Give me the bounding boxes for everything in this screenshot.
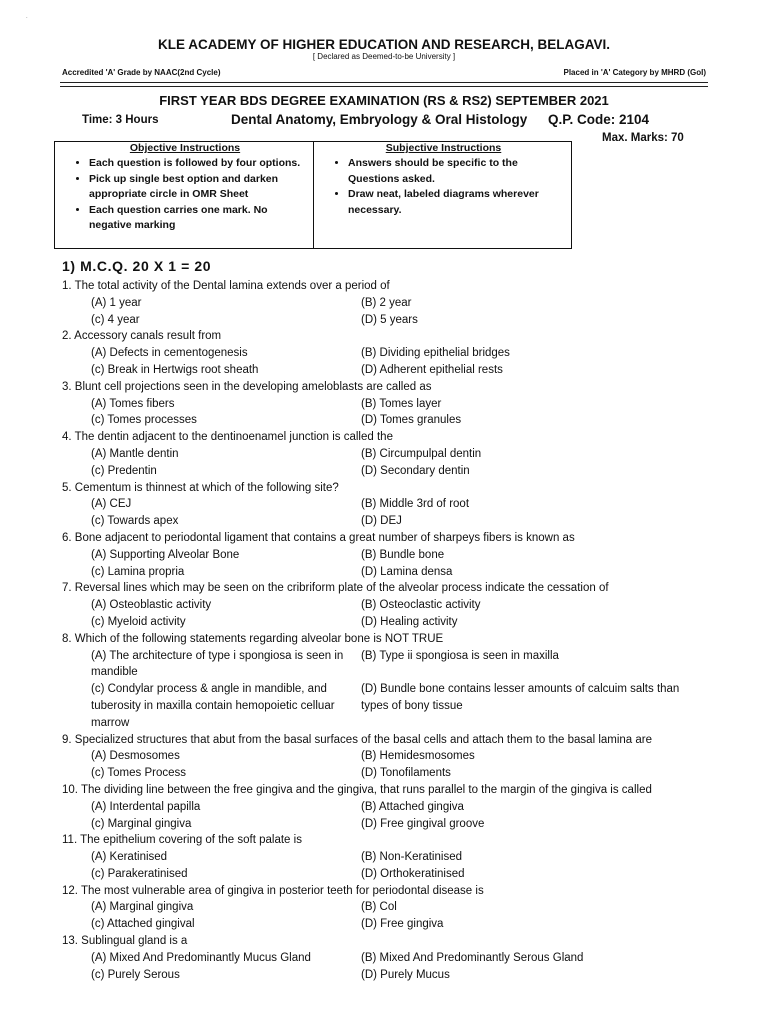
subject-title: Dental Anatomy, Embryology & Oral Histology [231,112,528,127]
question-text: 2. Accessory canals result from [62,330,222,343]
question [62,631,712,732]
question-text: 13. Sublingual gland is a [62,935,188,948]
answer-option: (A) Marginal gingiva [91,901,194,914]
answer-option: (c) Purely Serous [91,968,180,981]
answer-option: (B) Hemidesmosomes [361,750,475,763]
answer-options [91,547,712,581]
answer-option: (D) Lamina densa [361,565,453,578]
answer-option: (c) Marginal gingiva [91,817,192,830]
answer-option: (D) Healing activity [361,615,458,628]
answer-options [91,849,712,883]
instruction-item: • Draw neat, labeled diagrams wherever necessary. [348,187,565,218]
answer-options [91,446,712,480]
answer-option: (A) CEJ [91,498,132,511]
answer-options [91,648,712,732]
instruction-item: • Answers should be specific to the Questions asked. [348,156,565,187]
answer-option: (c) Attached gingival [91,918,195,931]
answer-option: (c) Condylar process & angle in mandible, and tuberosity in maxilla contain hemopoietic celluar marrow [91,683,335,729]
university-status: [ Declared as Deemed-to-be University ] [312,52,456,61]
answer-option: (c) 4 year [91,313,140,326]
answer-option: (D) DEJ [361,515,402,528]
question-text: 5. Cementum is thinnest at which of the following site? [62,481,339,494]
answer-option: (B) Bundle bone [361,548,445,561]
question [62,278,712,328]
answer-option: (A) Desmosomes [91,750,180,763]
answer-option: (c) Parakeratinised [91,867,188,880]
answer-option: (c) Tomes Process [91,767,187,780]
header-rule-top [60,82,708,83]
answer-option: (D) Tonofilaments [361,767,451,780]
answer-option: (A) Interdental papilla [91,800,201,813]
question [62,328,712,378]
answer-option: (c) Towards apex [91,515,179,528]
answer-option: (A) Tomes fibers [91,397,175,410]
answer-option: (D) Purely Mucus [361,968,450,981]
answer-option: (B) Dividing epithelial bridges [361,347,510,360]
objective-instructions-heading: Objective Instructions [129,142,241,154]
exam-duration: Time: 3 Hours [82,114,159,126]
question [62,782,712,832]
answer-options [91,396,712,430]
answer-option: (D) Adherent epithelial rests [361,363,503,376]
answer-option: (D) Bundle bone contains lesser amounts of calcuim salts than types of bony tissue [361,683,680,712]
question-text: 9. Specialized structures that abut from the basal surfaces of the basal cells and attach them to the basal lamina are [62,733,653,746]
instructions-box [54,141,572,249]
objective-instructions [55,142,313,248]
answer-options [91,345,712,379]
subjective-instructions-list [322,156,565,218]
header-rule-bottom [60,86,708,87]
question [62,530,712,580]
answer-options [91,496,712,530]
answer-option: (B) Type ii spongiosa is seen in maxilla [361,649,559,662]
objective-instructions-list [63,156,307,234]
question-text: 6. Bone adjacent to periodontal ligament that contains a great number of sharpeys fibers is known as [62,531,575,544]
question-text: 1. The total activity of the Dental lamina extends over a period of [62,280,390,292]
question [62,832,712,882]
question [62,429,712,479]
answer-options [91,799,712,833]
question [62,580,712,630]
answer-option: (c) Predentin [91,464,157,477]
max-marks: Max. Marks: 70 [602,132,684,144]
answer-option: (B) 2 year [361,296,412,309]
instruction-item: • Pick up single best option and darken appropriate circle in OMR Sheet [89,172,307,203]
stray-dot: . [26,14,28,20]
question-text: 12. The most vulnerable area of gingiva in posterior teeth for periodontal disease is [62,884,484,897]
answer-option: (c) Break in Hertwigs root sheath [91,363,259,376]
answer-option: (c) Lamina propria [91,565,185,578]
answer-option: (A) The architecture of type i spongiosa is seen in mandible [91,649,344,679]
answer-options [91,295,712,329]
answer-option: (A) Mantle dentin [91,447,179,460]
answer-option: (B) Mixed And Predominantly Serous Gland [361,951,584,964]
section-heading: 1) M.C.Q. 20 X 1 = 20 [62,258,212,274]
answer-option: (B) Non-Keratinised [361,851,462,864]
answer-options [91,899,712,933]
question-paper-code: Q.P. Code: 2104 [548,112,650,127]
institute-name: KLE ACADEMY OF HIGHER EDUCATION AND RESEARCH, BELAGAVI. [157,37,611,52]
question-text: 11. The epithelium covering of the soft palate is [62,834,302,847]
answer-option: (A) Mixed And Predominantly Mucus Gland [91,951,311,964]
instruction-item: • Each question is followed by four options. [89,156,307,172]
question-list [62,278,712,983]
answer-option: (D) 5 years [361,313,418,326]
subjective-instructions [313,142,571,248]
answer-option: (B) Osteoclastic activity [361,599,481,612]
exam-title: FIRST YEAR BDS DEGREE EXAMINATION (RS & RS2) SEPTEMBER 2021 [159,93,609,108]
answer-option: (D) Secondary dentin [361,464,470,477]
answer-option: (A) Defects in cementogenesis [91,347,248,360]
question-text: 10. The dividing line between the free gingiva and the gingiva, that runs parallel to the margin of the gingiva is called [62,783,652,796]
question [62,732,712,782]
answer-option: (A) Osteoblastic activity [91,599,212,612]
subjective-instructions-heading: Subjective Instructions [385,142,502,154]
answer-option: (A) Supporting Alveolar Bone [91,548,240,561]
question-text: 4. The dentin adjacent to the dentinoenamel junction is called the [62,431,393,444]
answer-options [91,950,712,984]
answer-option: (D) Tomes granules [361,414,462,427]
answer-option: (c) Tomes processes [91,414,197,427]
question [62,379,712,429]
question-text: 3. Blunt cell projections seen in the developing ameloblasts are called as [62,380,432,393]
answer-option: (B) Circumpulpal dentin [361,447,482,460]
answer-option: (A) 1 year [91,296,142,309]
answer-option: (D) Orthokeratinised [361,867,465,880]
answer-options [91,597,712,631]
question-text: 8. Which of the following statements regarding alveolar bone is NOT TRUE [62,632,444,645]
answer-option: (A) Keratinised [91,851,168,864]
question-text: 7. Reversal lines which may be seen on the cribriform plate of the alveolar process indicate the cessation of [62,582,609,595]
instruction-item: • Each question carries one mark. No negative marking [89,203,307,234]
answer-option: (B) Attached gingiva [361,800,464,813]
answer-option: (D) Free gingival groove [361,817,485,830]
answer-option: (B) Tomes layer [361,397,442,410]
question [62,480,712,530]
answer-option: (B) Middle 3rd of root [361,498,470,511]
question [62,883,712,933]
answer-option: (c) Myeloid activity [91,615,186,628]
accreditation-note: Accredited 'A' Grade by NAAC(2nd Cycle) [62,68,221,77]
category-note: Placed in 'A' Category by MHRD (GoI) [563,68,706,77]
answer-options [91,748,712,782]
question [62,933,712,983]
answer-option: (B) Col [361,901,397,914]
answer-option: (D) Free gingiva [361,918,444,931]
